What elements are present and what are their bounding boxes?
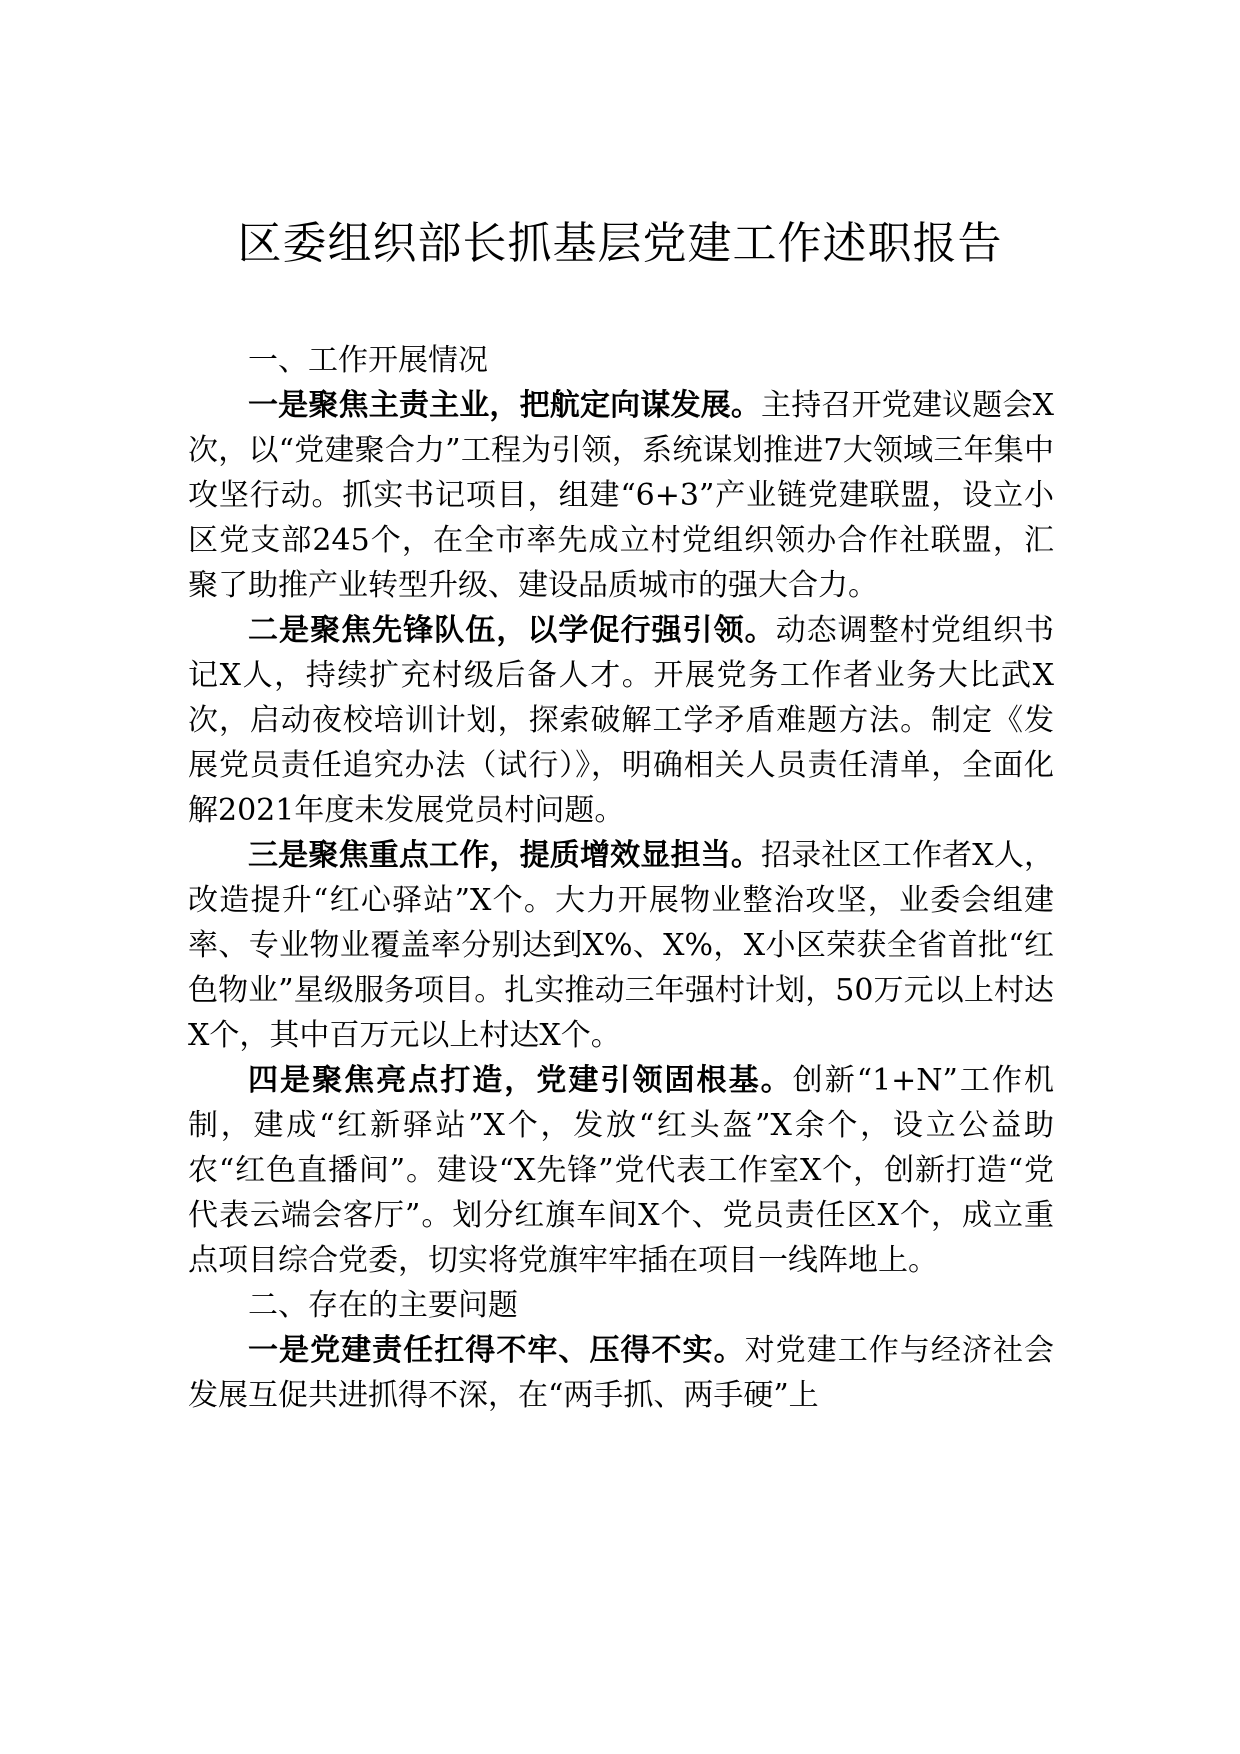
paragraph-text: 动态调整村党组织书记X人，持续扩充村级后备人才。开展党务工作者业务大比武X次，启动夜校培训计划，探索破解工学矛盾难题方法。制定《发展党员责任追究办法（试行）》，明确相关人员责任清单，全面化解2021年度未发展党员村问题。 [188,613,1055,828]
section-heading: 一、工作开展情况 [248,343,488,378]
paragraph [188,1058,1054,1283]
paragraph-lead: 一是聚焦主责主业，把航定向谋发展。 [248,388,762,423]
paragraph-lead: 三是聚焦重点工作，提质增效显担当。 [248,838,762,873]
paragraph [188,1328,1054,1418]
section-heading: 二、存在的主要问题 [248,1288,518,1323]
paragraph-text: 创新“1+N”工作机制，建成“红新驿站”X个，发放“红头盔”X余个，设立公益助农“红色直播间”。建设“X先锋”党代表工作室X个，创新打造“党代表云端会客厅”。划分红旗车间X个、党员责任区X个，成立重点项目综合党委，切实将党旗牢牢插在项目一线阵地上。 [188,1063,1054,1278]
paragraph-text: 对党建工作与经济社会发展互促共进抓得不深，在“两手抓、两手硬”上 [188,1333,1055,1413]
paragraph [188,833,1054,1058]
document-title: 区委组织部长抓基层党建工作述职报告 [237,218,1003,269]
document-body [188,338,1054,1418]
paragraph-lead: 二是聚焦先锋队伍，以学促行强引领。 [248,613,776,648]
paragraph-lead: 一是党建责任扛得不牢、压得不实。 [248,1333,745,1368]
paragraph-text: 招录社区工作者X人，改造提升“红心驿站”X个。大力开展物业整治攻坚，业委会组建率、专业物业覆盖率分别达到X%、X%，X小区荣获全省首批“红色物业”星级服务项目。扎实推动三年强村计划，50万元以上村达X个，其中百万元以上村达X个。 [188,838,1055,1053]
paragraph [188,383,1054,608]
paragraph-text: 主持召开党建议题会X次，以“党建聚合力”工程为引领，系统谋划推进7大领域三年集中攻坚行动。抓实书记项目，组建“6+3”产业链党建联盟，设立小区党支部245个，在全市率先成立村党组织领办合作社联盟，汇聚了助推产业转型升级、建设品质城市的强大合力。 [188,388,1055,603]
paragraph-lead: 四是聚焦亮点打造，党建引领固根基。 [248,1063,793,1098]
paragraph [188,608,1054,833]
